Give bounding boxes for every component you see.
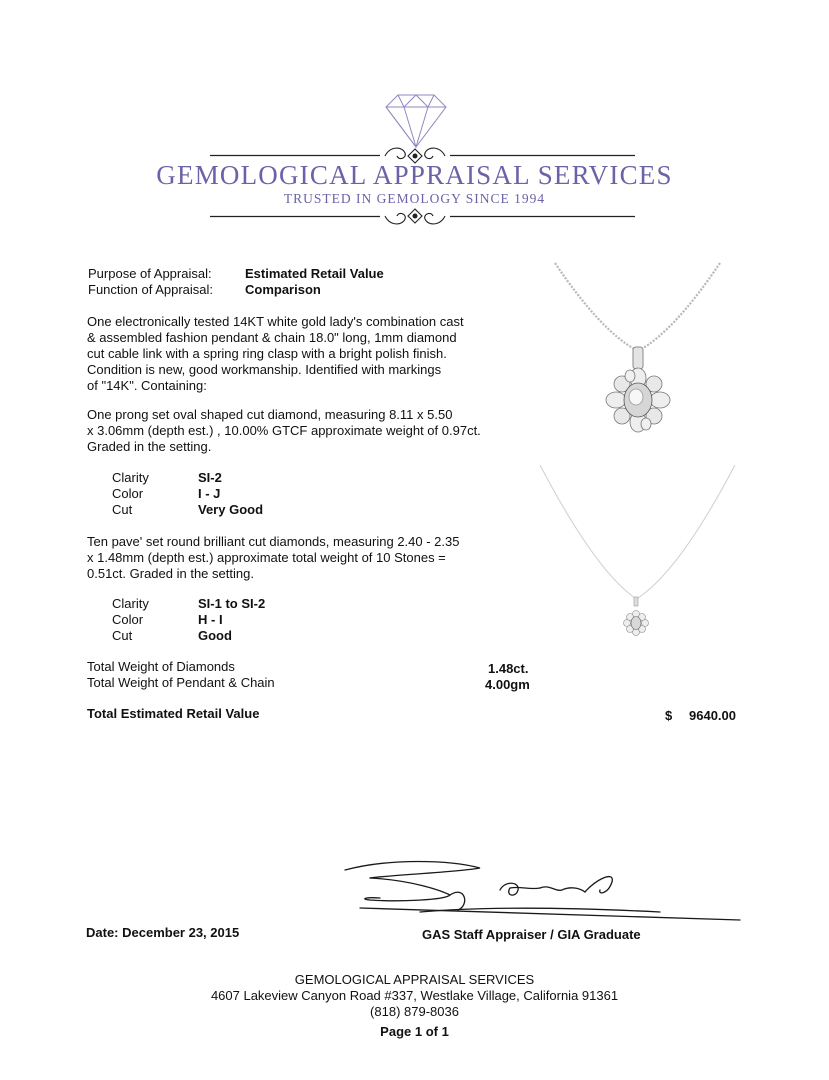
grade-value: SI-2 [198, 470, 222, 485]
total-retail-label: Total Estimated Retail Value [87, 706, 260, 721]
center-stone-line: x 3.06mm (depth est.) , 10.00% GTCF approximate weight of 0.97ct. [87, 423, 481, 438]
currency-symbol: $ [665, 708, 673, 723]
description-line: of "14K". Containing: [87, 378, 207, 393]
pendant-closeup-image [540, 255, 740, 455]
purpose-label: Purpose of Appraisal: [88, 266, 212, 281]
grade-value: Very Good [198, 502, 264, 517]
total-diamonds-value: 1.48ct. [488, 661, 529, 676]
side-stones-line: 0.51ct. Graded in the setting. [87, 566, 254, 581]
bottom-ornament-rule [210, 209, 635, 224]
pendant-full-image [535, 460, 740, 650]
grade-label: Clarity [112, 596, 149, 611]
grade-label: Color [112, 612, 144, 627]
company-tagline: TRUSTED IN GEMOLOGY SINCE 1994 [283, 191, 546, 206]
function-value: Comparison [245, 282, 321, 297]
total-diamonds-label: Total Weight of Diamonds [87, 659, 235, 674]
side-stones-line: x 1.48mm (depth est.) approximate total weight of 10 Stones = [87, 550, 446, 565]
grade-label: Color [112, 486, 144, 501]
total-weight-label: Total Weight of Pendant & Chain [87, 675, 275, 690]
function-label: Function of Appraisal: [88, 282, 214, 297]
center-stone-line: One prong set oval shaped cut diamond, measuring 8.11 x 5.50 [87, 407, 453, 422]
grade-value: Good [198, 628, 232, 643]
grade-value: H - I [198, 612, 223, 627]
appraiser-signature [330, 850, 750, 930]
grade-label: Clarity [112, 470, 149, 485]
total-weight-value: 4.00gm [485, 677, 530, 692]
page-number: Page 1 of 1 [380, 1024, 449, 1039]
diamond-icon [386, 95, 446, 147]
grade-label: Cut [112, 502, 133, 517]
company-name: GEMOLOGICAL APPRAISAL SERVICES [156, 160, 673, 190]
appraiser-title: GAS Staff Appraiser / GIA Graduate [422, 927, 641, 942]
footer-company: GEMOLOGICAL APPRAISAL SERVICES [294, 972, 535, 987]
purpose-value: Estimated Retail Value [245, 266, 384, 281]
footer-phone: (818) 879-8036 [370, 1004, 459, 1019]
grade-value: SI-1 to SI-2 [198, 596, 266, 611]
description-line: One electronically tested 14KT white gold lady's combination cast [87, 314, 464, 329]
item-description [87, 314, 527, 394]
grade-label: Cut [112, 628, 133, 643]
footer-address: 4607 Lakeview Canyon Road #337, Westlake Village, California 91361 [210, 988, 619, 1003]
appraisal-date: Date: December 23, 2015 [86, 925, 240, 940]
side-stones-description [87, 534, 527, 582]
grade-value: I - J [198, 486, 221, 501]
center-stone-description [87, 407, 527, 455]
center-stone-line: Graded in the setting. [87, 439, 212, 454]
total-retail-value: 9640.00 [689, 708, 736, 723]
description-line: & assembled fashion pendant & chain 18.0" long, 1mm diamond [87, 330, 457, 345]
description-line: Condition is new, good workmanship. Identified with markings [87, 362, 442, 377]
side-stones-line: Ten pave' set round brilliant cut diamonds, measuring 2.40 - 2.35 [87, 534, 460, 549]
description-line: cut cable link with a spring ring clasp with a bright polish finish. [87, 346, 447, 361]
